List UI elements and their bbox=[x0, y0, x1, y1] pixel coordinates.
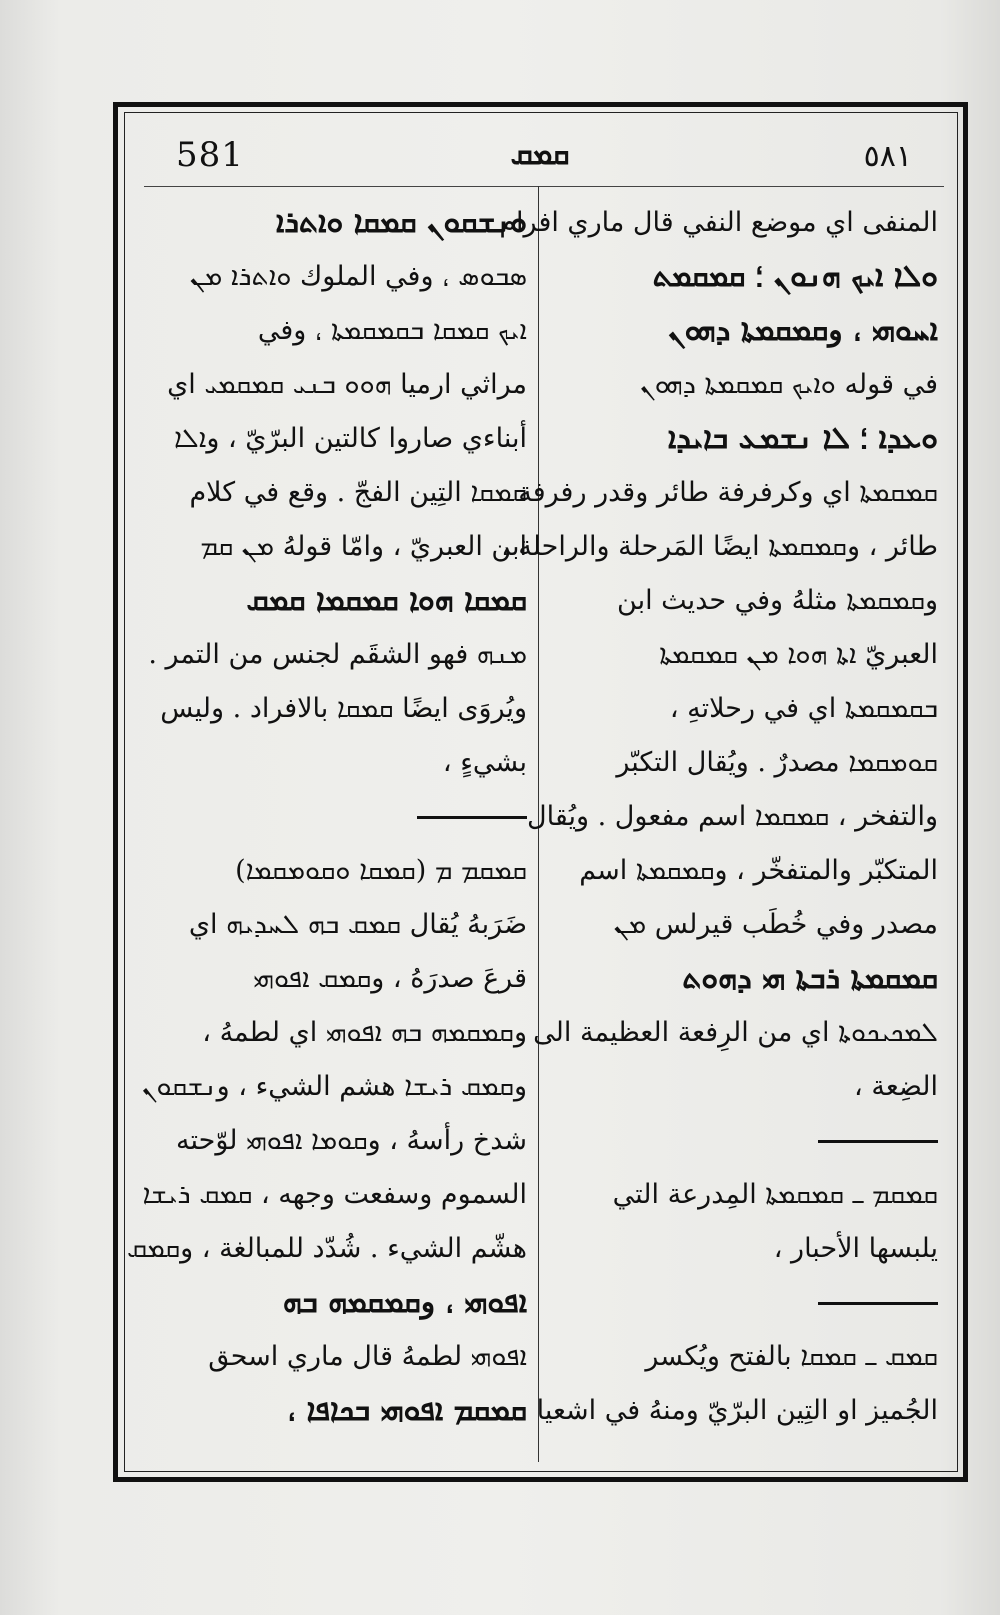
text-line: ܐܝܟ ܩܡܩܐ ܒܩܡܩܡܬܐ ، وفي bbox=[257, 315, 527, 346]
left-column bbox=[127, 196, 527, 1438]
page-number-latin: 581 bbox=[176, 135, 244, 175]
text-line: وܩܡܩܡܗ ܒܗ ܐܦܘܗܝ اي لطمهُ ، bbox=[202, 1017, 527, 1048]
text-line: شدخ رأسهُ ، وܩܘܡܐ ܐܦܘܗܝ لوّحته bbox=[176, 1125, 527, 1156]
text-line: وܩܡܩܡܬܐ مثلهُ وفي حديث ابن bbox=[617, 585, 938, 616]
text-line: ܩܡܩܡ ܐܦܘܗܝ ܒܟܐܦܐ ، bbox=[287, 1393, 527, 1428]
text-line: ܒܩܡܩܡܬܐ اي في رحلاتهِ ، bbox=[669, 693, 938, 724]
text-line: ܠܡܟܝܟܘܬܐ اي من الرِفعة العظيمة الى bbox=[533, 1017, 938, 1048]
text-line: ضَرَبهُ يُقال ܩܡܩ ܒܗ ܠܚܕܝܗ اي bbox=[188, 909, 527, 940]
header-rule bbox=[144, 186, 944, 187]
text-line: المتكبّر والمتفخّر ، وܩܡܩܡܬܐ اسم bbox=[579, 855, 938, 886]
text-line: الجُميز او التِين البرّيّ ومنهُ في اشعيا bbox=[536, 1395, 938, 1426]
page-header bbox=[140, 135, 942, 185]
text-line: ܩܡܩܡܬܐ ܪܒܬܐ ܗܝ ܕܗܘܬ bbox=[682, 961, 938, 996]
text-line: بشيءٍ ، bbox=[442, 747, 527, 778]
text-line: الضِعة ، bbox=[854, 1071, 938, 1102]
text-line: ܩܡܩܐ ܗܘܐ ܩܡܩܡܐ ܩܡܩ bbox=[246, 583, 527, 618]
text-line: مصدر وفي خُطَب قيرلس ܡܢ bbox=[613, 909, 938, 940]
text-line: ܘܢܫܩܘܢ ܩܡܩܐ ܘܐܬܪܐ bbox=[275, 205, 527, 240]
text-line: قرعَ صدرَهُ ، وܩܡܩ ܐܦܘܗܝ bbox=[253, 963, 527, 994]
text-line: هشّم الشيء . شُدّد للمبالغة ، وܩܡܩ bbox=[127, 1233, 527, 1264]
entry-separator bbox=[548, 1114, 938, 1168]
entry-headword-line: ܩܡܩܡ ـ ܩܡܩܡܬܐ المِدرعة التي bbox=[612, 1179, 938, 1210]
entry-separator bbox=[142, 790, 527, 844]
text-line: ܐܦܘܗܝ ، وܩܡܩܡܗ ܒܗ bbox=[282, 1285, 527, 1320]
text-line: العبريّ ܐܬܐ ܗܘܐ ܡܢ ܩܡܩܡܬܐ bbox=[659, 639, 938, 670]
text-line: ܘܠܐ ܐܝܟ ܗܢܘܢ ؛ ܩܡܩܡܬ bbox=[652, 259, 938, 294]
text-line: ويُروَى ايضًا ܩܡܩܐ بالافراد . وليس bbox=[160, 693, 527, 724]
text-line: في قوله ܘܐܝܟ ܩܡܩܡܬܐ ܕܗܘܢ bbox=[639, 369, 938, 400]
text-line: ܩܘܡܩܡܐ مصدرٌ . ويُقال التكبّر bbox=[616, 747, 938, 778]
page-number-arabic: ٥٨١ bbox=[863, 139, 912, 174]
text-line: ܘܥܕܐ ؛ ܠܐ ܢܫܡܥ ܒܐܝܕܐ bbox=[667, 421, 938, 456]
text-line: ܡܢܗ فهو الشقَم لجنس من التمر . bbox=[148, 639, 527, 670]
entry-headword-line: ܩܡܩܡ ܡ (ܩܡܩܐ ܘܩܘܡܩܡܐ) bbox=[235, 855, 527, 886]
text-line: السموم وسفعت وجهه ، ܩܡܩ ܪܝܫܐ bbox=[142, 1179, 527, 1210]
text-line: مراثي ارميا ܗܘܘ ܒܢܝ ܩܡܩܡܝ اي bbox=[167, 369, 527, 400]
right-column bbox=[499, 196, 938, 1438]
entry-headword-line: ܩܡܩ ـ ܩܡܩܐ بالفتح ويُكسر bbox=[645, 1341, 938, 1372]
text-line: والتفخر ، ܩܡܩܡܐ اسم مفعول . ويُقال bbox=[527, 801, 938, 832]
text-line: ܐܦܘܗܝ لطمهُ قال ماري اسحق bbox=[208, 1341, 527, 1372]
text-line: المنفى اي موضع النفي قال ماري افرام bbox=[499, 207, 938, 238]
text-line: ܐܚܘܗܝ ، وܩܡܩܡܬܐ ܕܗܘܢ bbox=[668, 313, 938, 348]
text-line: طائر ، وܩܡܩܡܬܐ ايضًا المَرحلة والراحلة ، bbox=[500, 531, 938, 562]
text-line: ܣܒܘܣ ، وفي الملوك ܘܐܬܪܐ ܡܢ bbox=[189, 261, 527, 292]
text-line: أبناءي صاروا كالتين البرّيّ ، وܐܠܐ bbox=[174, 423, 527, 454]
entry-separator bbox=[548, 1276, 938, 1330]
text-line: يلبسها الأحبار ، bbox=[773, 1233, 938, 1264]
text-line: ܩܡܩܡܬܐ اي وكرفرفة طائر وقدر رفرفة bbox=[518, 477, 938, 508]
running-head: ܩܡܩ bbox=[510, 137, 570, 172]
text-line: ابن العبريّ ، وامّا قولهُ ܡܢ ܩܡ bbox=[200, 531, 527, 562]
text-line: وܩܡܩ ܪܝܫܐ هشم الشيء ، وܢܫܩܘܢ bbox=[141, 1071, 527, 1102]
text-line: ܩܡܩܐ التِين الفجّ . وقع في كلام bbox=[189, 477, 527, 508]
